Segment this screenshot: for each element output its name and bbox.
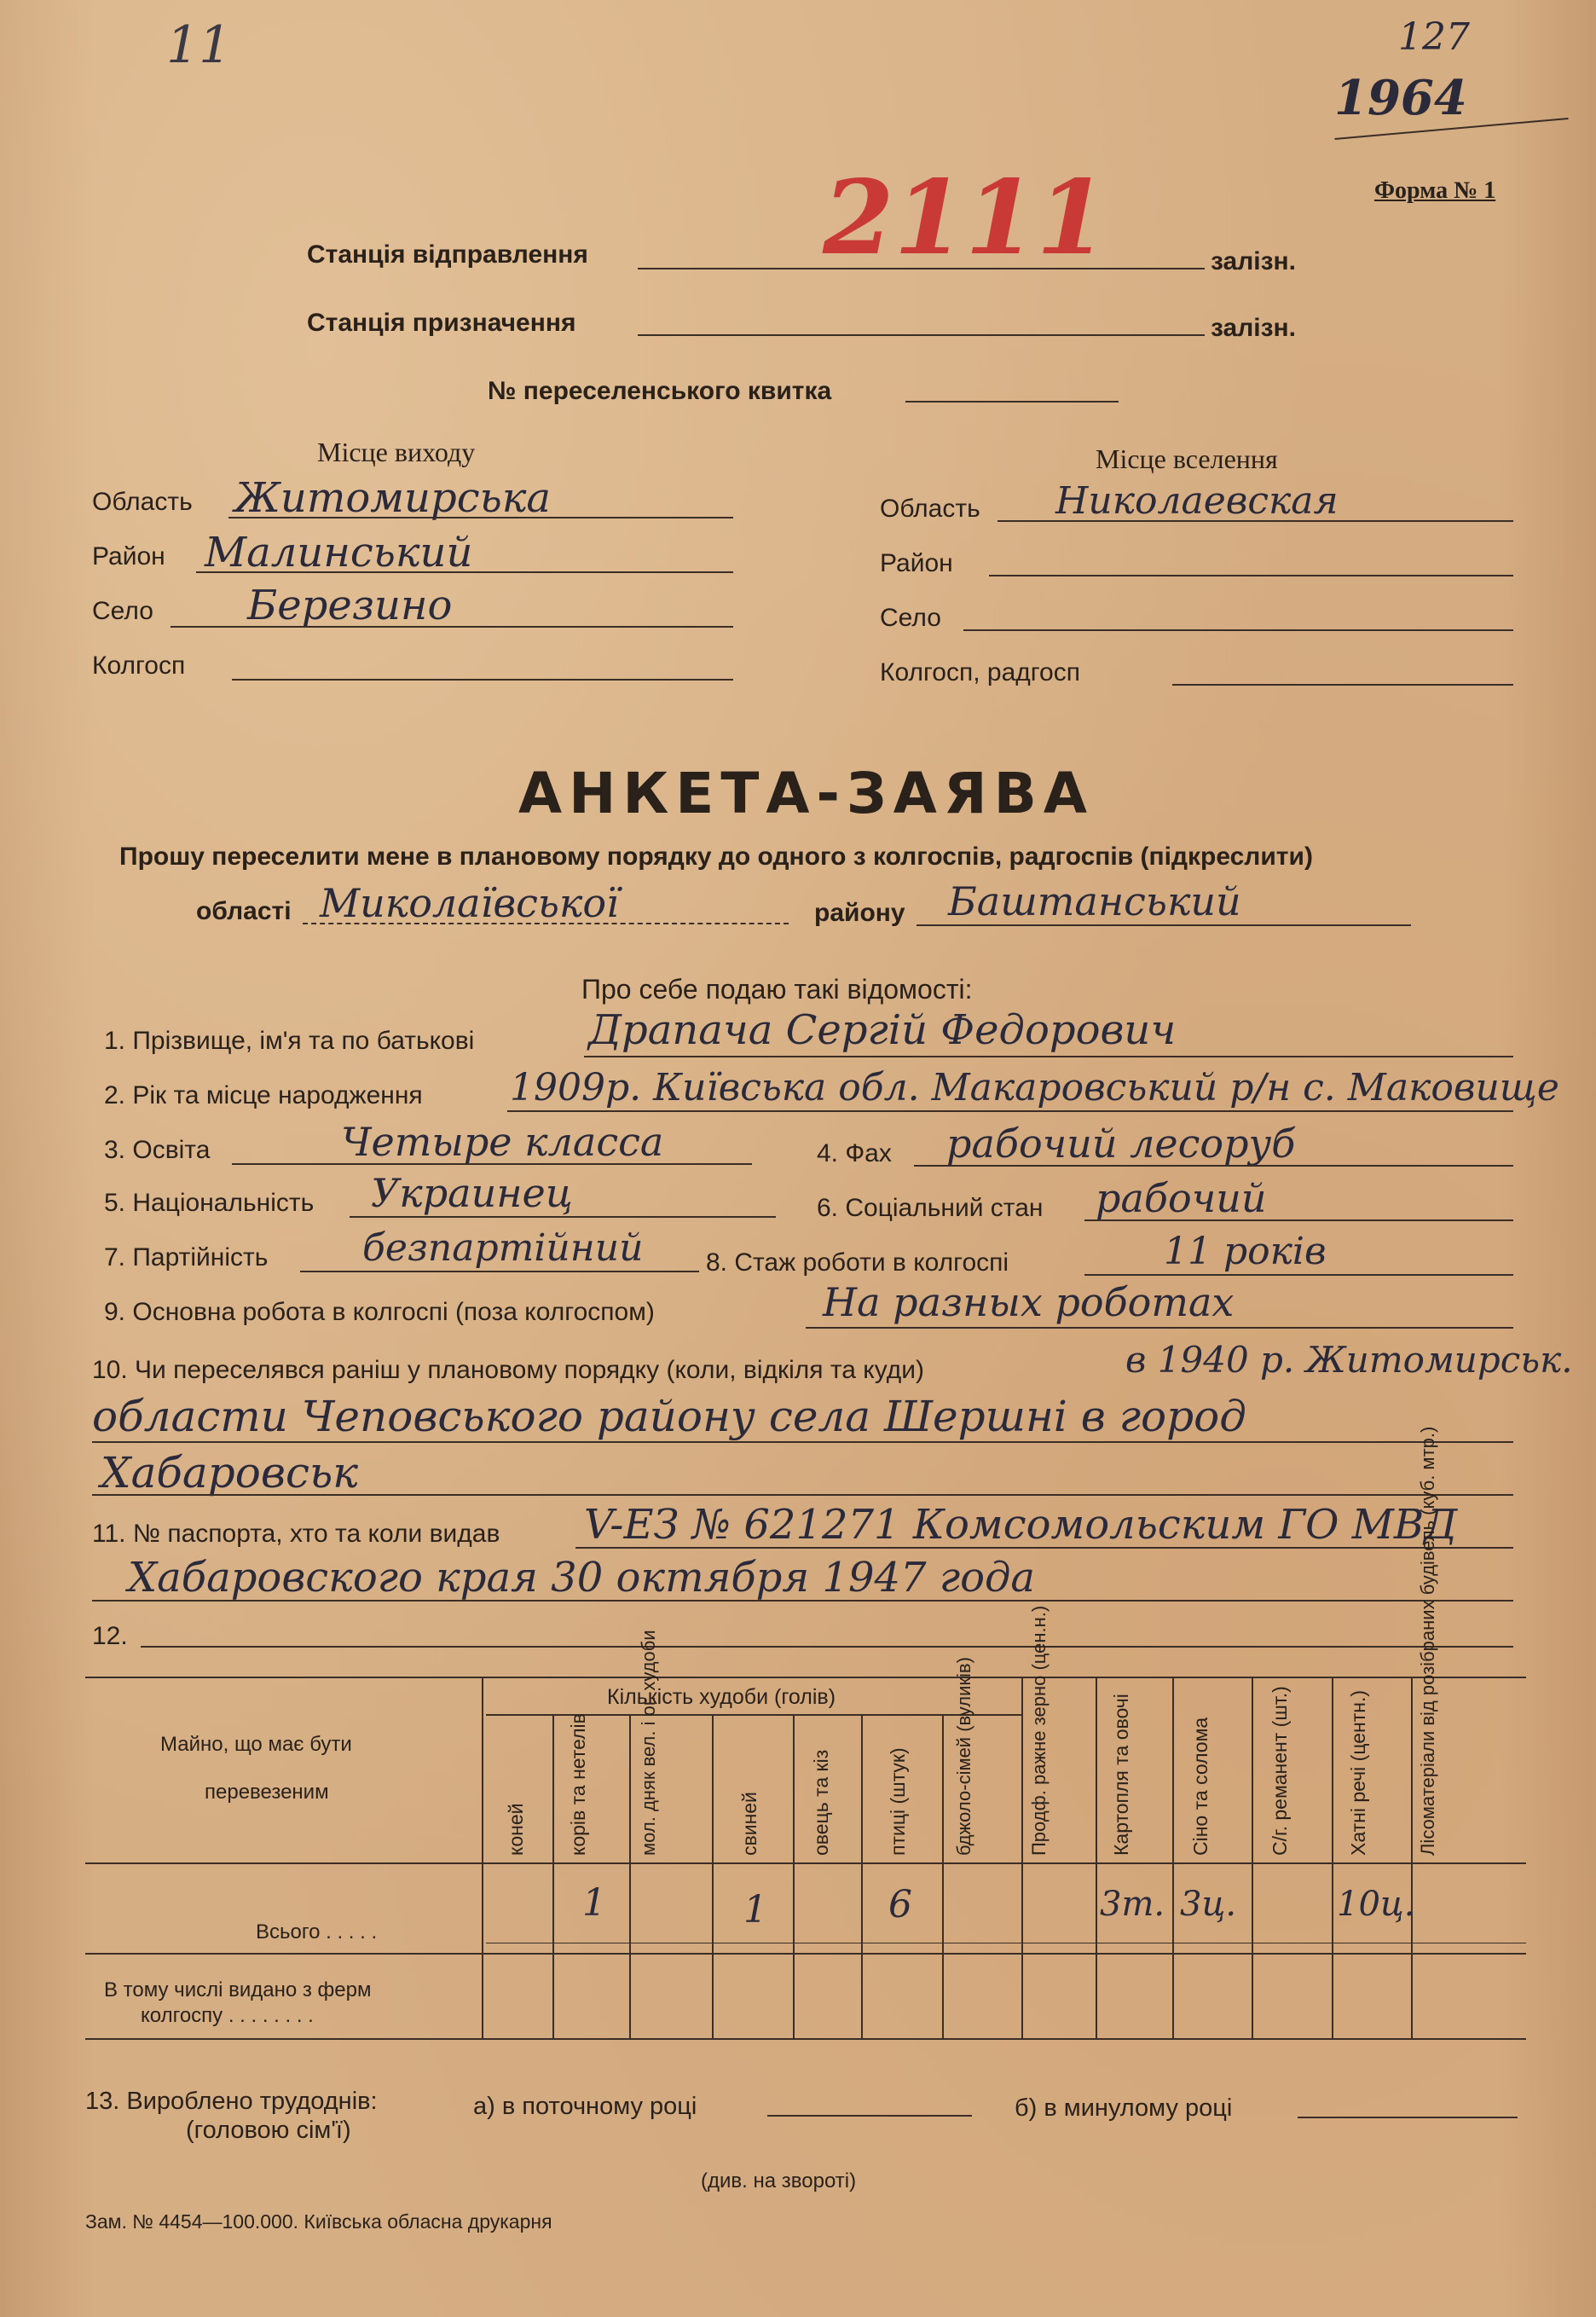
field-10-line-2 <box>92 1441 1513 1443</box>
destination-selo-label: Село <box>880 604 941 632</box>
table-vline-11 <box>1332 1677 1333 2038</box>
total-poultry: 6 <box>888 1883 912 1926</box>
origin-oblast-value: Житомирська <box>234 474 551 522</box>
total-household: 10ц. <box>1337 1885 1415 1924</box>
col-household: Хатні речі (центн.) <box>1347 1689 1369 1856</box>
row-farm-label-1: В тому числі видано з ферм <box>104 1978 372 2001</box>
table-vline-5 <box>861 1714 863 2038</box>
field-2-line <box>507 1110 1513 1112</box>
col-timber: Лісоматеріали від розібраних будівель (куб. мтр.) <box>1417 1426 1438 1856</box>
origin-oblast-line <box>228 517 733 518</box>
origin-raion-line <box>196 571 733 573</box>
ticket-number-line <box>905 401 1119 403</box>
field-8-label: 8. Стаж роботи в колгоспі <box>706 1248 1009 1277</box>
col-equipment: С/г. реманент (шт.) <box>1269 1686 1291 1856</box>
property-header-1: Майно, що має бути <box>160 1733 352 1756</box>
origin-heading: Місце виходу <box>317 437 476 467</box>
field-4-line <box>914 1165 1513 1167</box>
destination-heading: Місце вселення <box>1096 443 1278 474</box>
col-grain: Продф. ражне зерно (цен.н.) <box>1028 1605 1050 1856</box>
archive-number-top: 127 <box>1398 15 1470 59</box>
field-13-b-line <box>1298 2117 1518 2118</box>
field-9-label: 9. Основна робота в колгоспі (поза колгоспом) <box>104 1298 655 1326</box>
field-11-line-1 <box>575 1547 1513 1549</box>
total-potatoes: 3т. <box>1100 1885 1165 1924</box>
destination-raion-line <box>989 575 1513 576</box>
field-8-value: 11 років <box>1164 1230 1327 1273</box>
field-11-label: 11. № паспорта, хто та коли видав <box>92 1520 500 1548</box>
field-11-value-1: V-ЕЗ № 621271 Комсомольским ГО МВД <box>584 1501 1458 1549</box>
request-raion-label: району <box>814 899 905 927</box>
table-vline-3 <box>712 1714 714 2038</box>
origin-raion-label: Район <box>92 542 165 571</box>
origin-kolhosp-line <box>232 679 733 681</box>
field-10-value-2: области Чеповського району села Шершні в город <box>92 1392 1246 1441</box>
field-10-line-3 <box>92 1494 1513 1496</box>
destination-selo-line <box>963 629 1513 631</box>
col-bee-colonies: бджоло-сімей (вуликів) <box>953 1657 974 1856</box>
table-vline-10 <box>1252 1677 1253 2038</box>
field-1-label: 1. Прізвище, ім'я та по батькові <box>104 1027 475 1055</box>
field-13-b-label: б) в минулому році <box>1015 2094 1233 2122</box>
request-oblast-line <box>303 923 789 924</box>
field-12-line <box>141 1646 1513 1648</box>
ticket-number-label: № переселенського квитка <box>488 377 832 405</box>
printer-imprint: Зам. № 4454—100.000. Київська обласна друкарня <box>85 2210 552 2233</box>
table-header-bottom <box>85 1862 1526 1864</box>
destination-oblast-line <box>998 520 1513 522</box>
col-cows: корів та нетелів <box>567 1713 589 1856</box>
field-9-line <box>806 1327 1513 1329</box>
field-5-value: Украинец <box>371 1170 573 1216</box>
total-cows: 1 <box>582 1881 606 1925</box>
field-3-label: 3. Освіта <box>104 1136 211 1164</box>
destination-kolhosp-line <box>1172 684 1513 686</box>
total-pigs: 1 <box>743 1888 767 1932</box>
request-raion-line <box>917 924 1411 926</box>
table-vline-4 <box>793 1714 795 2038</box>
table-vline-7 <box>1021 1677 1023 2038</box>
field-7-label: 7. Партійність <box>104 1243 269 1271</box>
table-vline-8 <box>1096 1677 1097 2038</box>
field-13-sub: (головою сім'ї) <box>186 2117 351 2144</box>
origin-selo-label: Село <box>92 597 153 625</box>
destination-raion-label: Район <box>880 549 953 577</box>
property-header-2: перевезеним <box>205 1781 329 1804</box>
origin-selo-line <box>171 626 733 628</box>
col-sheep-goats: овець та кіз <box>810 1749 832 1856</box>
field-11-line-2 <box>92 1600 1513 1602</box>
corner-tick-mark: 11 <box>166 15 232 75</box>
field-13-a-label: а) в поточному році <box>473 2093 697 2120</box>
field-5-label: 5. Національність <box>104 1189 315 1217</box>
table-row-divider <box>85 1953 1526 1955</box>
departure-station-label: Станція відправлення <box>307 240 588 269</box>
request-line: Прошу переселити мене в плановому порядку до одного з колгоспів, радгоспів (підкреслити) <box>119 843 1313 871</box>
destination-station-label: Станція призначення <box>307 309 576 337</box>
form-label: Форма № 1 <box>1374 177 1496 204</box>
field-7-value: безпартійний <box>362 1226 644 1270</box>
departure-railway-suffix: залізн. <box>1211 247 1296 275</box>
origin-selo-value: Березино <box>247 582 453 629</box>
field-13-a-line <box>767 2115 972 2117</box>
field-7-line <box>300 1271 699 1272</box>
field-1-line <box>584 1056 1513 1057</box>
col-pigs: свиней <box>738 1792 760 1856</box>
field-4-value: рабочий лесоруб <box>946 1121 1296 1167</box>
field-4-label: 4. Фах <box>817 1139 892 1167</box>
col-hay: Сіно та солома <box>1189 1717 1211 1856</box>
row-farm-label-2: колгоспу . . . . . . . . <box>141 2004 314 2027</box>
departure-station-line <box>638 268 1205 269</box>
field-3-value: Четыре класса <box>341 1119 664 1165</box>
field-2-label: 2. Рік та місце народження <box>104 1081 423 1109</box>
field-1-value: Драпача Сергій Федорович <box>588 1006 1177 1054</box>
request-oblast-value: Миколаївської <box>320 880 619 926</box>
destination-station-line <box>638 334 1205 336</box>
field-6-label: 6. Соціальний стан <box>817 1194 1044 1222</box>
table-vline-12 <box>1411 1677 1413 2038</box>
col-horses: коней <box>505 1803 527 1856</box>
field-8-line <box>1084 1274 1513 1276</box>
field-10-value-3: Хабаровськ <box>101 1448 359 1497</box>
table-bottom-border <box>85 2038 1526 2040</box>
col-young-cattle: мол. дняк вел. і ог. худоби <box>638 1630 659 1856</box>
livestock-header: Кількість худоби (голів) <box>607 1685 836 1709</box>
field-10-value-1: в 1940 р. Житомирськ. <box>1125 1339 1573 1381</box>
destination-railway-suffix: залізн. <box>1211 314 1296 342</box>
field-6-value: рабочий <box>1096 1175 1267 1221</box>
origin-oblast-label: Область <box>92 488 193 516</box>
field-3-line <box>232 1163 752 1165</box>
field-10-label: 10. Чи переселявся раніш у плановому порядку (коли, відкіля та куди) <box>92 1356 925 1384</box>
col-potatoes: Картопля та овочі <box>1110 1694 1132 1856</box>
row-total-label: Всього . . . . . <box>256 1920 378 1943</box>
archive-number: 1964 <box>1334 70 1467 126</box>
origin-raion-value: Малинський <box>205 529 473 576</box>
table-vline-2 <box>629 1714 631 2038</box>
form-title: АНКЕТА-ЗАЯВА <box>518 761 1095 826</box>
see-back-note: (див. на звороті) <box>701 2169 857 2192</box>
destination-oblast-value: Николаевская <box>1055 479 1339 523</box>
field-13-label: 13. Вироблено трудоднів: <box>85 2088 378 2115</box>
table-vline-6 <box>942 1714 944 2038</box>
origin-kolhosp-label: Колгосп <box>92 652 186 680</box>
red-ink-mark: 2111 <box>823 158 1107 278</box>
field-2-value: 1909р. Київська обл. Макаровський р/н с. Маковище <box>510 1066 1559 1109</box>
intro-text: Про себе подаю такі відомості: <box>581 974 973 1005</box>
field-6-line <box>1084 1219 1513 1221</box>
total-hay: 3ц. <box>1180 1885 1237 1924</box>
field-5-line <box>350 1216 776 1218</box>
request-oblast-label: області <box>196 897 292 925</box>
field-9-value: На разных роботах <box>823 1279 1235 1325</box>
request-raion-value: Баштанський <box>948 878 1241 924</box>
field-12-label: 12. <box>92 1622 128 1650</box>
table-vline-1 <box>552 1714 554 2038</box>
field-11-value-2: Хабаровского края 30 октября 1947 года <box>128 1554 1036 1602</box>
table-vline-9 <box>1172 1677 1174 2038</box>
table-top-border <box>85 1677 1526 1678</box>
destination-oblast-label: Область <box>880 495 980 523</box>
table-vline-0 <box>482 1677 483 2038</box>
col-poultry: птиці (штук) <box>887 1747 909 1856</box>
destination-kolhosp-label: Колгосп, радгосп <box>880 658 1080 686</box>
